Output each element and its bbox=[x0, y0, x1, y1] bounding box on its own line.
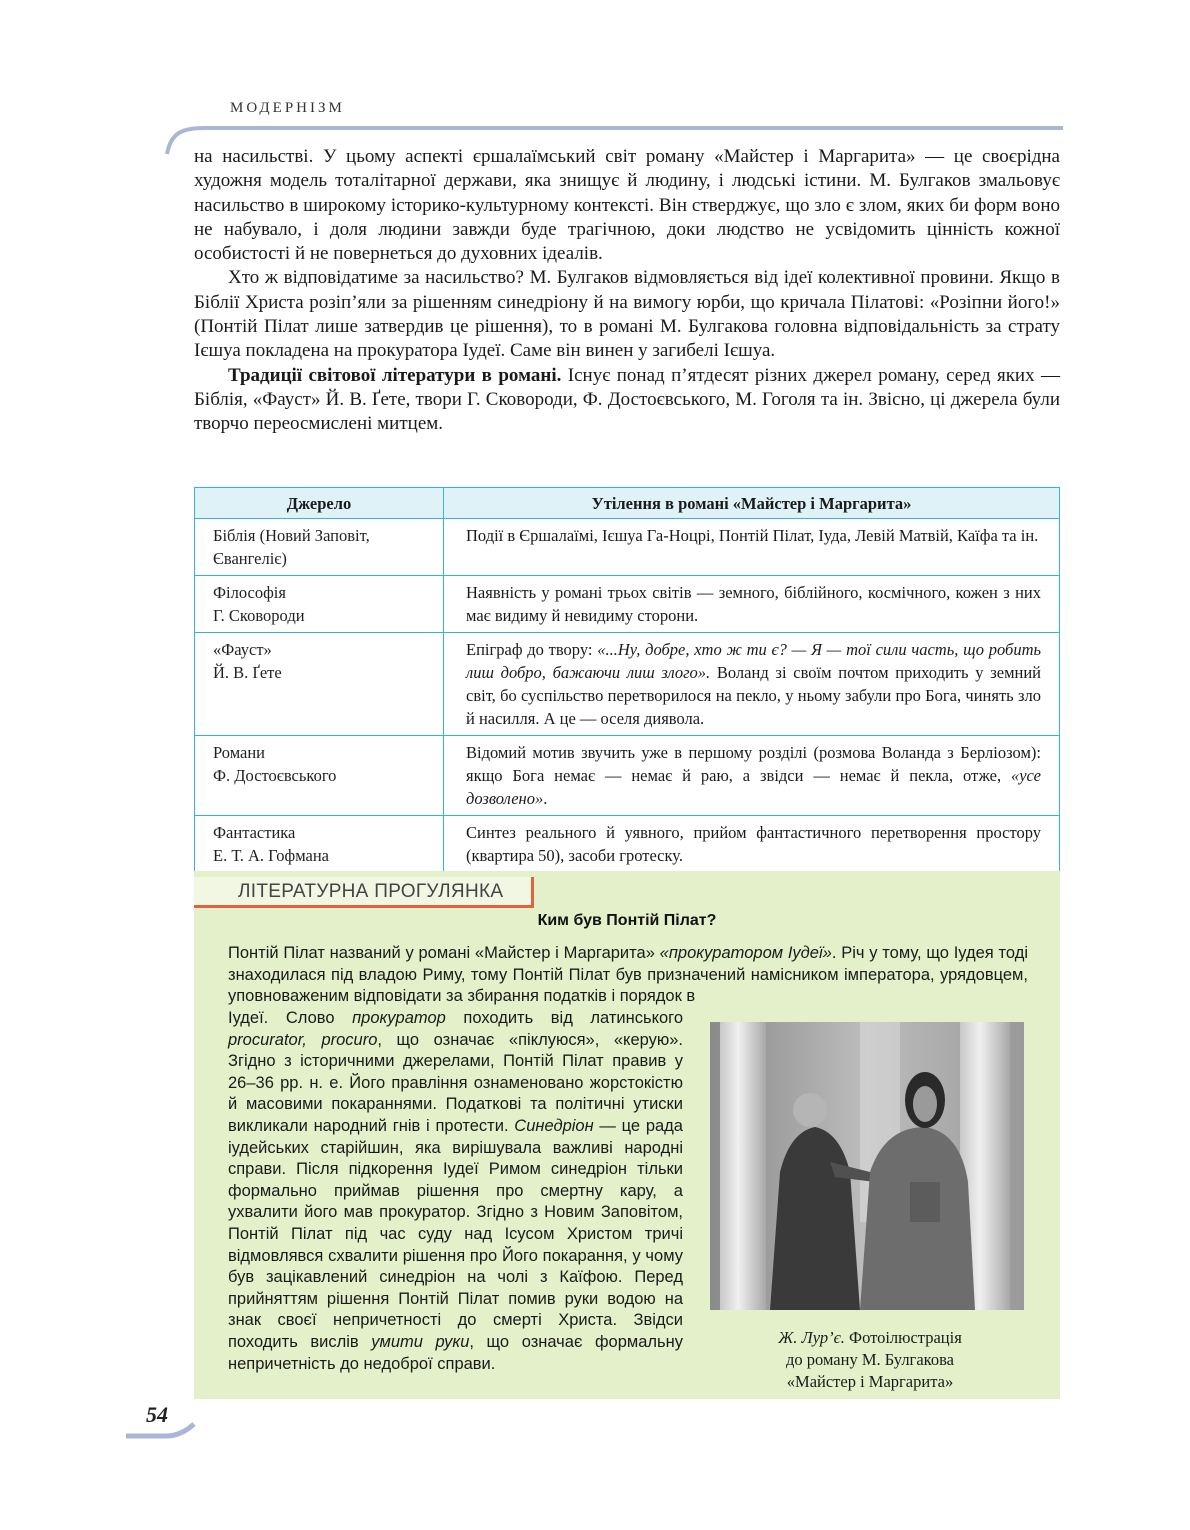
source-line: Г. Сковороди bbox=[213, 606, 305, 625]
footer-rule bbox=[126, 1422, 196, 1444]
source-line: Е. Т. А. Гофмана bbox=[213, 846, 330, 865]
walk-text: — це рада іудейських старійшин, яка вирішувала важливі народні справи. Після підкорення Іудеї Римом синедріон тільки формально приймав рішення про смертну кару, а ухвалити його мав прокуратор. Згідно з Новим Заповітом, Понтій Пілат під час суду над Ісусом Христом тричі відмовлявся схвалити рішення про Його покарання, у чому був зацікавлений синедріон на чолі з Каїфою. Перед прийняттям рішення Понтій Пілат помив руки водою на знак своєї непричетності до смерті Христа. Звідси походить вислів bbox=[228, 1116, 683, 1351]
source-line: Й. В. Ґете bbox=[213, 663, 282, 682]
walk-text: , що означає «піклуюся», «керую». Згідно з історичними джерелами, Понтій Пілат правив у 26–36 рр. н. е. Його правління ознаменовано жорстокістю й масовими покараннями. Податкові та політичні утиски викликали народний гнів і протести. bbox=[228, 1030, 683, 1135]
caption-author: Ж. Лур’є. bbox=[778, 1328, 845, 1347]
walk-term: procurator, procuro bbox=[228, 1030, 378, 1049]
literary-walk-box bbox=[194, 871, 1060, 1399]
embodiment-cell: Наявність у романі трьох світів — земного, біблійного, космічного, кожен з них має видиму й невидиму сторони. bbox=[444, 576, 1060, 633]
film-still-photo bbox=[710, 1022, 1024, 1310]
table-row bbox=[195, 576, 1060, 633]
walk-text: , що означає формальну непричетність до недоброї справи. bbox=[228, 1332, 683, 1373]
walk-subtitle: Ким був Понтій Пілат? bbox=[537, 912, 717, 929]
embodiment-cell bbox=[444, 633, 1060, 736]
walk-heading: ЛІТЕРАТУРНА ПРОГУЛЯНКА bbox=[238, 881, 504, 902]
embodiment-cell: Синтез реального й уявного, прийом фантастичного перетворення простору (квартира 50), засоби гротеску. bbox=[444, 816, 1060, 873]
walk-term: прокуратор bbox=[352, 1009, 446, 1027]
cell-text: Епіграф до твору: bbox=[466, 640, 598, 659]
source-line: «Фауст» bbox=[213, 640, 272, 659]
source-line: Філософія bbox=[213, 583, 286, 602]
table-row bbox=[195, 519, 1060, 576]
table-row bbox=[195, 633, 1060, 736]
cell-text: Воланд зі своїм почтом приходить у земний світ, бо суспільство перетворилося на пекло, у ньому забули про Бога, чинять зло й насилля. А це — оселя диявола. bbox=[466, 663, 1041, 728]
page-number: 54 bbox=[146, 1402, 168, 1427]
source-line: Романи bbox=[213, 743, 266, 762]
cell-text: Відомий мотив звучить уже в першому розділі (розмова Воланда з Берліозом): якщо Бога немає — немає й раю, а звідси — немає й пекла, отже, bbox=[466, 743, 1041, 785]
table-header-row bbox=[195, 488, 1060, 519]
walk-text: Понтій Пілат названий у романі «Майстер і Маргарита» bbox=[228, 944, 660, 962]
source-cell bbox=[195, 519, 444, 576]
source-cell bbox=[195, 576, 444, 633]
embodiment-cell: Події в Єршалаїмі, Ієшуа Га-Ноцрі, Понтій Пілат, Іуда, Левій Матвій, Каїфа та ін. bbox=[444, 519, 1060, 576]
quote: «усе дозволено» bbox=[466, 766, 1041, 808]
walk-term: Синедріон bbox=[514, 1116, 594, 1135]
photo-caption bbox=[710, 1327, 1030, 1393]
source-line: Біблія (Новий Заповіт, bbox=[213, 526, 370, 545]
chapter-title: МОДЕРНІЗМ bbox=[230, 100, 345, 116]
table-row bbox=[195, 816, 1060, 873]
walk-text: Іудеї. Слово bbox=[228, 1009, 353, 1027]
walk-term: умити руки bbox=[371, 1332, 470, 1351]
main-text bbox=[194, 145, 1060, 437]
paragraph-text: Існує понад п’ятдесят різних джерел роману, серед яких — Біблія, «Фауст» Й. В. Ґете, твори Г. Сковороди, Ф. Достоєвського, М. Гоголя та ін. Звісно, ці джерела були творчо переосмислені митцем. bbox=[194, 364, 1061, 435]
sources-table bbox=[194, 487, 1060, 873]
epigraph-quote: «...Ну, добре, хто ж ти є? — Я — тої сили часть, що робить лиш добро, бажаючи лиш злого». bbox=[466, 640, 1041, 682]
source-line: Євангеліє) bbox=[213, 549, 287, 568]
walk-intro bbox=[228, 943, 1028, 1008]
source-line: Ф. Достоєвського bbox=[213, 766, 337, 785]
caption-line: «Майстер і Маргарита» bbox=[786, 1372, 954, 1391]
paragraph: на насильстві. У цьому аспекті єршалаїмський світ роману «Майстер і Маргарита» — це своєрідна художня модель тоталітарної держави, яка знищує й людину, і людські істини. М. Булгаков змальовує насильство в широкому історико-культурному контексті. Він стверджує, що зло є злом, яких би форм воно не набувало, і доля людини завжди буде трагічною, доки людство не усвідомить цінність кожної особистості й не повернеться до духовних ідеалів. bbox=[194, 146, 1060, 265]
source-cell bbox=[195, 633, 444, 736]
section-heading: Традиції світової літератури в романі. bbox=[228, 364, 562, 386]
paragraph bbox=[194, 364, 1060, 437]
walk-text: походить від латинського bbox=[445, 1009, 684, 1027]
walk-term: «прокуратором Іудеї» bbox=[659, 944, 832, 962]
source-line: Фантастика bbox=[213, 823, 296, 842]
source-cell bbox=[195, 736, 444, 816]
walk-body bbox=[228, 1008, 683, 1375]
source-cell bbox=[195, 816, 444, 873]
embodiment-cell bbox=[444, 736, 1060, 816]
walk-text: . Річ у тому, що Іудея тоді знаходилася під владою Риму, тому Понтій Пілат був призначений намісником імператора, урядовцем, уповноваженим відповідати за збирання податків і порядок в bbox=[228, 944, 1028, 1006]
caption-line: до роману М. Булгакова bbox=[786, 1350, 954, 1369]
caption-line: Фотоілюстрація bbox=[844, 1328, 962, 1347]
walk-heading-tab bbox=[194, 877, 534, 908]
column-header-embodiment: Утілення в романі «Майстер і Маргарита» bbox=[444, 488, 1060, 519]
paragraph: Хто ж відповідатиме за насильство? М. Булгаков відмовляється від ідеї колективної провини. Якщо в Біблії Христа розіп’яли за рішенням синедріону й на вимогу юрби, що кричала Пілатові: «Розіпни його!» (Понтій Пілат лише затвердив це рішення), то в романі М. Булгакова головна відповідальність за страту Ієшуа покладена на прокуратора Іудеї. Саме він винен у загибелі Ієшуа. bbox=[194, 267, 1060, 362]
table-row bbox=[195, 736, 1060, 816]
column-header-source: Джерело bbox=[195, 488, 444, 519]
cell-text: . bbox=[543, 789, 548, 808]
